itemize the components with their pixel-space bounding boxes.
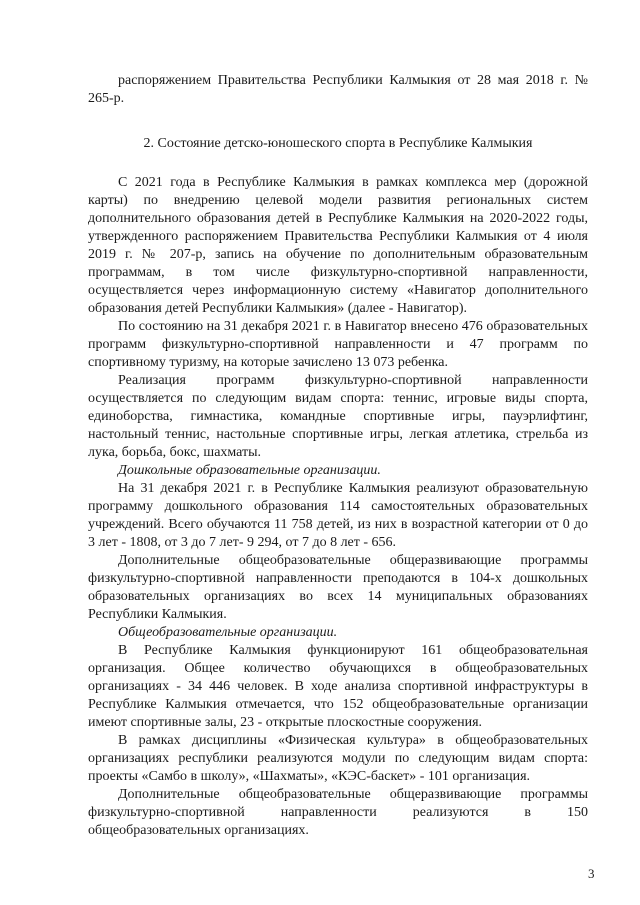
paragraph-navigator: С 2021 года в Республике Калмыкия в рамках комплекса мер (дорожной карты) по внедрению целевой модели развития региональных систем дополнительного образования детей в Республике Калмыкия на 2020-2022 годы, утвержденного распоряжением Правительства Республики Калмыкия от 4 июля 2019 г. № 207-р, запись на обучение по дополнительным образовательным программам, в том числе физкультурно-спортивной направленности, осуществляется через информационную систему «Навигатор дополнительного образования детей Республики Калмыкия» (далее - Навигатор). (88, 175, 588, 316)
paragraph-programs-count: По состоянию на 31 декабря 2021 г. в Навигатор внесено 476 образовательных программ физкультурно-спортивной направленности и 47 программ по спортивному туризму, на которые зачислено 13 073 ребенка. (88, 319, 588, 370)
paragraph-additional-programs: Дополнительные общеобразовательные общеразвивающие программы физкультурно-спортивной направленности реализуются в 150 общеобразовательных организациях. (88, 787, 588, 838)
paragraph-sports-types: Реализация программ физкультурно-спортивной направленности осуществляется по следующим видам спорта: теннис, игровые виды спорта, единоборства, гимнастика, командные спортивные игры, пауэрлифтинг, настольный теннис, настольные спортивные игры, легкая атлетика, стрельба из лука, борьба, бокс, шахматы. (88, 373, 588, 460)
paragraph-preschool-programs: Дополнительные общеобразовательные общеразвивающие программы физкультурно-спортивной направленности преподаются в 104-х дошкольных образовательных организациях во всех 14 муниципальных образованиях Республики Калмыкия. (88, 553, 588, 622)
subheading-preschool: Дошкольные образовательные организации. (118, 463, 381, 478)
intro-paragraph: распоряжением Правительства Республики Калмыкия от 28 мая 2018 г. № 265-р. (88, 73, 588, 106)
paragraph-preschool-stats: На 31 декабря 2021 г. в Республике Калмыкия реализуют образовательную программу дошкольного образования 114 самостоятельных образовательных учреждений. Всего обучаются 11 758 детей, из них в возрастной категории от 0 до 3 лет - 1808, от 3 до 7 лет- 9 294, от 7 до 8 лет - 656. (88, 481, 588, 550)
page-number: 3 (588, 866, 595, 881)
paragraph-pe-modules: В рамках дисциплины «Физическая культура» в общеобразовательных организациях республики реализуются модули по следующим видам спорта: проекты «Самбо в школу», «Шахматы», «КЭС-баскет» - 101 организация. (88, 733, 588, 784)
subheading-general-education: Общеобразовательные организации. (118, 625, 338, 640)
section-heading: 2. Состояние детско-юношеского спорта в Республике Калмыкия (143, 136, 533, 151)
document-page (88, 72, 588, 840)
paragraph-general-education-stats: В Республике Калмыкия функционируют 161 общеобразовательная организация. Общее количество обучающихся в общеобразовательных организациях - 34 446 человек. В ходе анализа спортивной инфраструктуры в Республике Калмыкия отмечается, что 152 общеобразовательные организации имеют спортивные залы, 23 - открытые плоскостные сооружения. (88, 643, 588, 730)
